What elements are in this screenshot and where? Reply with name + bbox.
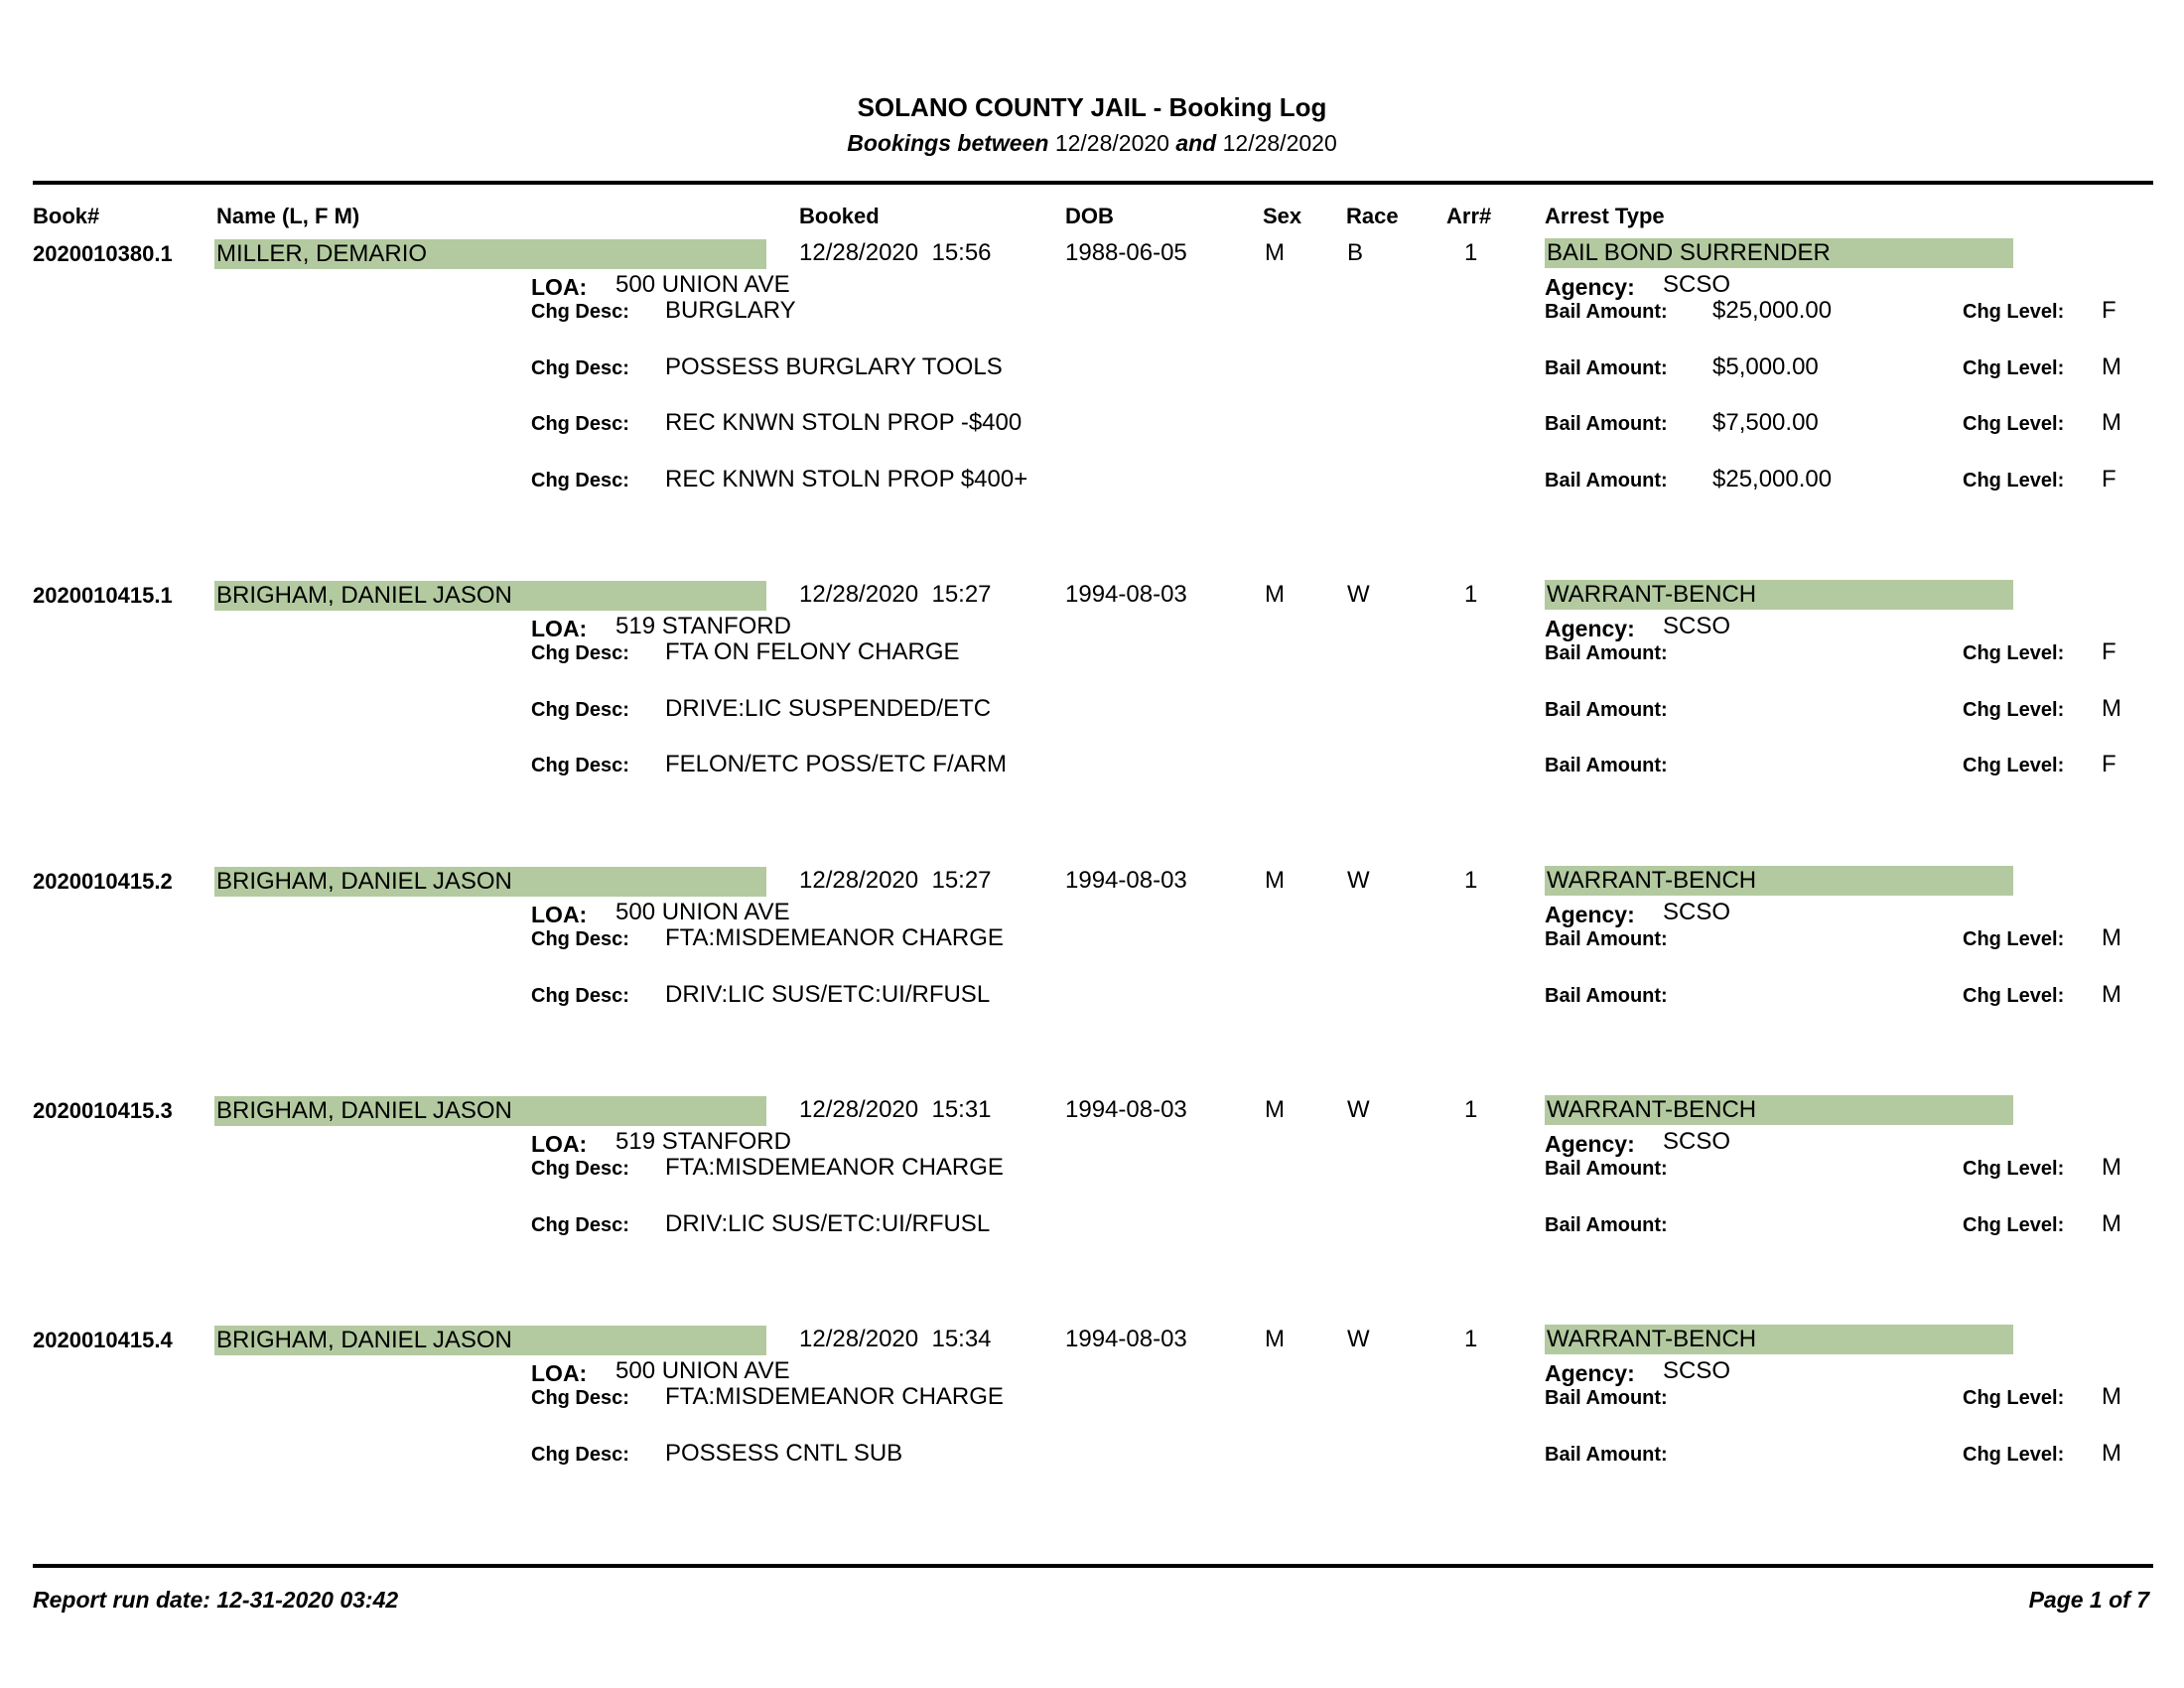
arrest-type: WARRANT-BENCH [1545, 580, 2013, 610]
charge-desc-label: Chg Desc: [531, 301, 629, 323]
dob: 1994-08-03 [1065, 581, 1187, 608]
charge-level: F [2102, 297, 2116, 324]
booking-number: 2020010415.2 [33, 869, 173, 894]
agency-value: SCSO [1663, 1128, 1731, 1155]
loa-label: LOA: [531, 902, 588, 927]
inmate-name: BRIGHAM, DANIEL JASON [214, 581, 766, 611]
arrest-type: WARRANT-BENCH [1545, 1325, 2013, 1354]
agency-label: Agency: [1545, 616, 1635, 641]
inmate-name: MILLER, DEMARIO [214, 239, 766, 269]
booked-datetime [799, 581, 992, 609]
charge-description: FTA:MISDEMEANOR CHARGE [665, 1154, 1004, 1181]
race: B [1347, 239, 1364, 266]
charge-level-label: Chg Level: [1963, 1444, 2065, 1466]
charge-desc-label: Chg Desc: [531, 928, 629, 950]
booking-number: 2020010415.4 [33, 1328, 173, 1352]
column-header-arrest-type: Arrest Type [1545, 204, 1665, 228]
agency-label: Agency: [1545, 1360, 1635, 1386]
booked-date: 12/28/2020 [799, 1326, 919, 1352]
charge-level-label: Chg Level: [1963, 928, 2065, 950]
booked-time: 15:34 [931, 1326, 992, 1352]
bail-amount-label: Bail Amount: [1545, 1387, 1668, 1409]
agency-label: Agency: [1545, 902, 1635, 927]
agency-label: Agency: [1545, 1131, 1635, 1157]
loa-value: 500 UNION AVE [615, 899, 790, 925]
charge-level: M [2102, 409, 2121, 436]
race: W [1347, 1096, 1370, 1123]
race: W [1347, 1326, 1370, 1352]
loa-value: 519 STANFORD [615, 613, 791, 639]
booking-number: 2020010380.1 [33, 241, 173, 266]
charge-level: F [2102, 638, 2116, 665]
bail-amount-label: Bail Amount: [1545, 755, 1668, 776]
charge-level: M [2102, 1154, 2121, 1181]
booked-date: 12/28/2020 [799, 239, 919, 266]
bail-amount: $25,000.00 [1712, 466, 1833, 492]
charge-desc-label: Chg Desc: [531, 470, 629, 492]
sex: M [1265, 867, 1285, 894]
charge-level-label: Chg Level: [1963, 357, 2065, 379]
booking-entry [0, 239, 2184, 492]
arrest-number: 1 [1464, 581, 1478, 608]
charge-level: M [2102, 353, 2121, 380]
booking-entry [0, 1326, 2184, 1467]
charge-desc-label: Chg Desc: [531, 413, 629, 435]
sex: M [1265, 239, 1285, 266]
report-run-date: Report run date: 12-31-2020 03:42 [33, 1587, 399, 1613]
charge-description: DRIV:LIC SUS/ETC:UI/RFUSL [665, 981, 991, 1008]
bottom-divider [33, 1564, 2153, 1568]
charge-level-label: Chg Level: [1963, 985, 2065, 1007]
bail-amount-label: Bail Amount: [1545, 985, 1668, 1007]
charge-level: F [2102, 466, 2116, 492]
charge-level-label: Chg Level: [1963, 1214, 2065, 1236]
charge-level-label: Chg Level: [1963, 642, 2065, 664]
charge-desc-label: Chg Desc: [531, 1387, 629, 1409]
bail-amount-label: Bail Amount: [1545, 413, 1668, 435]
loa-value: 500 UNION AVE [615, 1357, 790, 1384]
booked-time: 15:56 [931, 239, 992, 266]
charge-desc-label: Chg Desc: [531, 357, 629, 379]
charge-level-label: Chg Level: [1963, 699, 2065, 721]
dob: 1988-06-05 [1065, 239, 1187, 266]
agency-value: SCSO [1663, 613, 1731, 639]
booked-datetime [799, 867, 992, 895]
charge-description: REC KNWN STOLN PROP $400+ [665, 466, 1028, 492]
booking-entry [0, 867, 2184, 1008]
booked-date: 12/28/2020 [799, 1096, 919, 1123]
charge-description: POSSESS BURGLARY TOOLS [665, 353, 1003, 380]
charge-description: REC KNWN STOLN PROP -$400 [665, 409, 1023, 436]
bail-amount-label: Bail Amount: [1545, 1214, 1668, 1236]
charge-level-label: Chg Level: [1963, 1387, 2065, 1409]
charge-level: M [2102, 981, 2121, 1008]
top-divider [33, 181, 2153, 185]
subtitle-date-to: 12/28/2020 [1222, 130, 1337, 156]
bail-amount-label: Bail Amount: [1545, 642, 1668, 664]
charge-level: F [2102, 751, 2116, 777]
charge-desc-label: Chg Desc: [531, 1214, 629, 1236]
report-subtitle [0, 129, 2184, 157]
arrest-number: 1 [1464, 239, 1478, 266]
booked-datetime [799, 1326, 992, 1353]
race: W [1347, 867, 1370, 894]
loa-value: 519 STANFORD [615, 1128, 791, 1155]
booked-date: 12/28/2020 [799, 867, 919, 894]
subtitle-and: and [1175, 130, 1217, 156]
bail-amount-label: Bail Amount: [1545, 357, 1668, 379]
agency-value: SCSO [1663, 1357, 1731, 1384]
booked-time: 15:27 [931, 581, 992, 608]
arrest-type: BAIL BOND SURRENDER [1545, 238, 2013, 268]
bail-amount-label: Bail Amount: [1545, 470, 1668, 492]
charge-desc-label: Chg Desc: [531, 642, 629, 664]
charge-desc-label: Chg Desc: [531, 985, 629, 1007]
charge-level-label: Chg Level: [1963, 755, 2065, 776]
page-number: Page 1 of 7 [2028, 1587, 2149, 1613]
arrest-type: WARRANT-BENCH [1545, 866, 2013, 896]
loa-label: LOA: [531, 1360, 588, 1386]
charge-level: M [2102, 1210, 2121, 1237]
report-title: SOLANO COUNTY JAIL - Booking Log [857, 92, 1327, 122]
agency-value: SCSO [1663, 899, 1731, 925]
column-header-arr: Arr# [1446, 204, 1492, 228]
column-header-dob: DOB [1065, 204, 1114, 228]
column-header-booked: Booked [799, 204, 880, 228]
arrest-number: 1 [1464, 1326, 1478, 1352]
booking-number: 2020010415.3 [33, 1098, 173, 1123]
charge-level-label: Chg Level: [1963, 413, 2065, 435]
charge-level: M [2102, 924, 2121, 951]
charge-description: FTA ON FELONY CHARGE [665, 638, 960, 665]
charge-desc-label: Chg Desc: [531, 1158, 629, 1180]
arrest-number: 1 [1464, 1096, 1478, 1123]
booking-entry [0, 581, 2184, 777]
booked-datetime [799, 1096, 992, 1124]
charge-level-label: Chg Level: [1963, 301, 2065, 323]
inmate-name: BRIGHAM, DANIEL JASON [214, 1096, 766, 1126]
booked-date: 12/28/2020 [799, 581, 919, 608]
dob: 1994-08-03 [1065, 867, 1187, 894]
sex: M [1265, 1326, 1285, 1352]
charge-desc-label: Chg Desc: [531, 1444, 629, 1466]
sex: M [1265, 1096, 1285, 1123]
column-header-sex: Sex [1263, 204, 1302, 228]
charge-level-label: Chg Level: [1963, 1158, 2065, 1180]
race: W [1347, 581, 1370, 608]
loa-label: LOA: [531, 274, 588, 300]
dob: 1994-08-03 [1065, 1096, 1187, 1123]
bail-amount-label: Bail Amount: [1545, 928, 1668, 950]
agency-value: SCSO [1663, 271, 1731, 298]
loa-value: 500 UNION AVE [615, 271, 790, 298]
charge-level-label: Chg Level: [1963, 470, 2065, 492]
charge-description: FELON/ETC POSS/ETC F/ARM [665, 751, 1008, 777]
subtitle-date-from: 12/28/2020 [1054, 130, 1169, 156]
inmate-name: BRIGHAM, DANIEL JASON [214, 1326, 766, 1355]
charge-level: M [2102, 1383, 2121, 1410]
bail-amount-label: Bail Amount: [1545, 1444, 1668, 1466]
booked-datetime [799, 239, 992, 267]
charge-desc-label: Chg Desc: [531, 699, 629, 721]
column-header-race: Race [1346, 204, 1399, 228]
subtitle-prefix: Bookings between [847, 130, 1049, 156]
bail-amount-label: Bail Amount: [1545, 699, 1668, 721]
loa-label: LOA: [531, 616, 588, 641]
charge-desc-label: Chg Desc: [531, 755, 629, 776]
bail-amount-label: Bail Amount: [1545, 301, 1668, 323]
charge-description: POSSESS CNTL SUB [665, 1440, 903, 1467]
bail-amount: $7,500.00 [1712, 409, 1819, 436]
column-header-book: Book# [33, 204, 100, 228]
charge-level: M [2102, 1440, 2121, 1467]
bail-amount-label: Bail Amount: [1545, 1158, 1668, 1180]
arrest-type: WARRANT-BENCH [1545, 1095, 2013, 1125]
charge-description: FTA:MISDEMEANOR CHARGE [665, 924, 1004, 951]
booking-number: 2020010415.1 [33, 583, 173, 608]
bail-amount: $5,000.00 [1712, 353, 1819, 380]
inmate-name: BRIGHAM, DANIEL JASON [214, 867, 766, 897]
booking-entry [0, 1096, 2184, 1237]
agency-label: Agency: [1545, 274, 1635, 300]
column-header-name: Name (L, F M) [216, 204, 360, 228]
charge-description: BURGLARY [665, 297, 796, 324]
charge-description: DRIVE:LIC SUSPENDED/ETC [665, 695, 992, 722]
charge-description: FTA:MISDEMEANOR CHARGE [665, 1383, 1004, 1410]
booked-time: 15:31 [931, 1096, 992, 1123]
charge-description: DRIV:LIC SUS/ETC:UI/RFUSL [665, 1210, 991, 1237]
loa-label: LOA: [531, 1131, 588, 1157]
arrest-number: 1 [1464, 867, 1478, 894]
charge-level: M [2102, 695, 2121, 722]
booked-time: 15:27 [931, 867, 992, 894]
sex: M [1265, 581, 1285, 608]
bail-amount: $25,000.00 [1712, 297, 1833, 324]
dob: 1994-08-03 [1065, 1326, 1187, 1352]
